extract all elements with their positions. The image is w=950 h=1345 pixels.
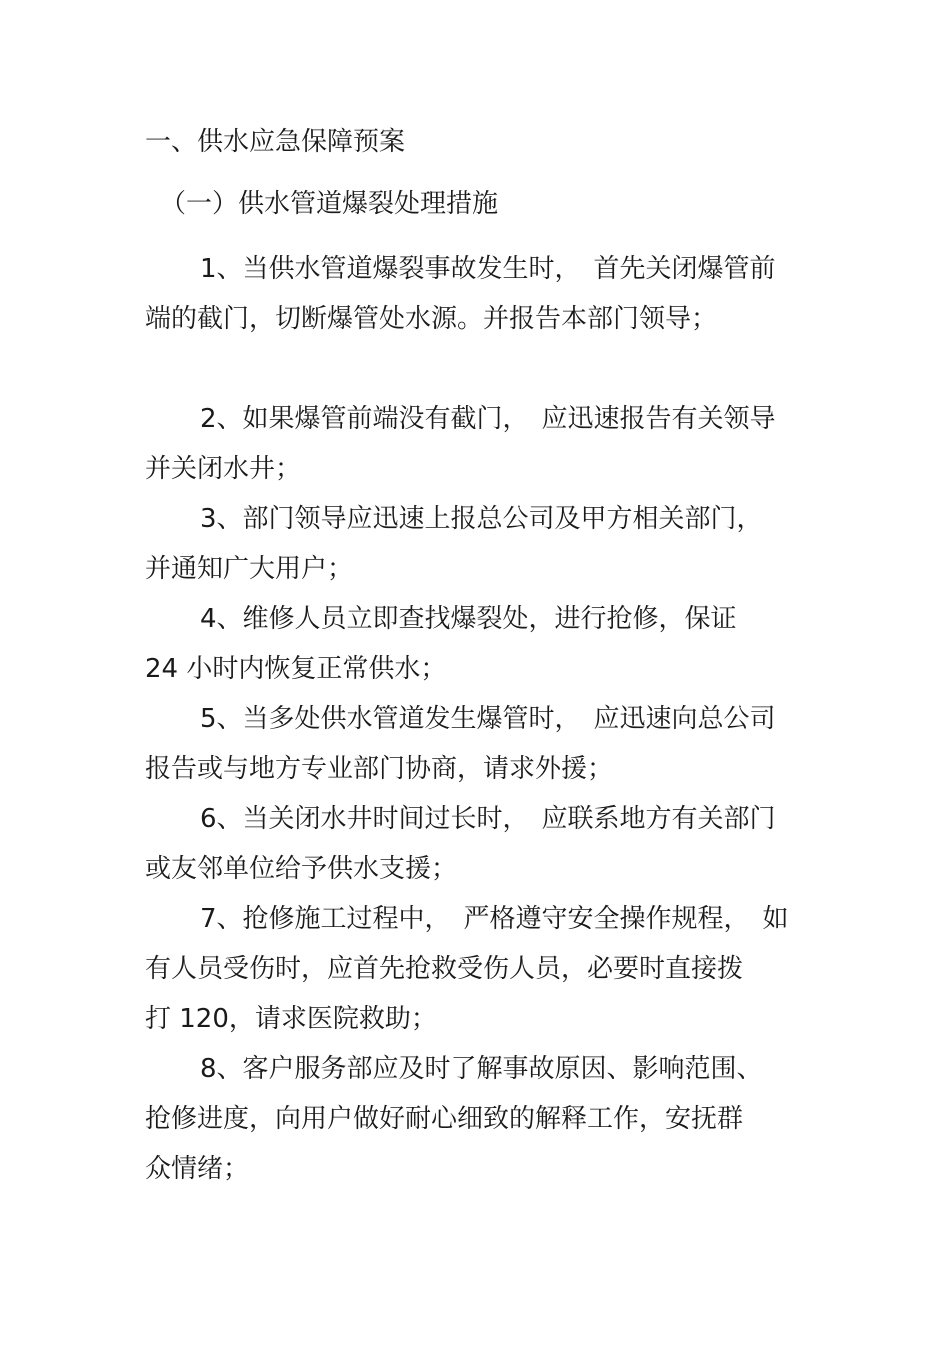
item-1-line-1: 1、当供水管道爆裂事故发生时， 首先关闭爆管前 <box>200 254 776 284</box>
item-5-line-1: 5、当多处供水管道发生爆管时， 应迅速向总公司 <box>200 704 776 734</box>
item-8-line-2: 抢修进度，向用户做好耐心细致的解释工作，安抚群 <box>145 1104 744 1134</box>
item-5-line-2: 报告或与地方专业部门协商，请求外援； <box>145 754 614 784</box>
item-2-line-2: 并关闭水井； <box>145 454 302 484</box>
item-6-line-1: 6、当关闭水井时间过长时， 应联系地方有关部门 <box>200 804 776 834</box>
item-8-line-1: 8、客户服务部应及时了解事故原因、影响范围、 <box>200 1054 763 1084</box>
item-4-line-2: 24 小时内恢复正常供水； <box>145 654 447 684</box>
item-8-line-3: 众情绪； <box>145 1154 250 1184</box>
section-heading: 一、供水应急保障预案 <box>145 127 406 157</box>
item-1-line-2: 端的截门，切断爆管处水源。并报告本部门领导； <box>145 304 718 334</box>
item-4-line-1: 4、维修人员立即查找爆裂处，进行抢修，保证 <box>200 604 737 634</box>
item-7-line-3: 打 120，请求医院救助； <box>145 1004 437 1034</box>
item-7-line-2: 有人员受伤时，应首先抢救受伤人员，必要时直接拨 <box>145 954 744 984</box>
item-3-line-2: 并通知广大用户； <box>145 554 354 584</box>
subsection-heading: （一）供水管道爆裂处理措施 <box>160 189 499 219</box>
item-7-line-1: 7、抢修施工过程中， 严格遵守安全操作规程， 如 <box>200 904 789 934</box>
item-3-line-1: 3、部门领导应迅速上报总公司及甲方相关部门， <box>200 504 763 534</box>
item-2-line-1: 2、如果爆管前端没有截门， 应迅速报告有关领导 <box>200 404 776 434</box>
item-6-line-2: 或友邻单位给予供水支援； <box>145 854 458 884</box>
